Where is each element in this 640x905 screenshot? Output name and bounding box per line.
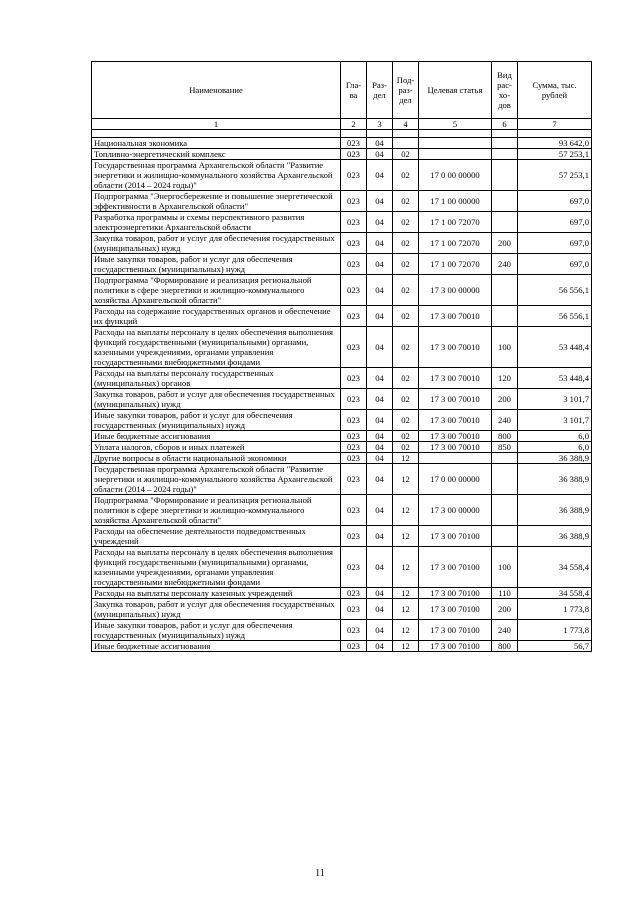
row-glava: 023 xyxy=(341,442,367,453)
row-sum: 36 388,9 xyxy=(518,495,592,526)
row-name: Разработка программы и схемы перспективного развития электроэнергетики Архангельской области xyxy=(92,212,341,233)
row-sum: 697,0 xyxy=(518,254,592,275)
row-glava: 023 xyxy=(341,453,367,464)
row-expense-type: 800 xyxy=(492,431,518,442)
row-target-article: 17 3 00 70100 xyxy=(419,547,492,588)
row-expense-type xyxy=(492,191,518,212)
blank-cell xyxy=(341,130,367,138)
row-podrazdel: 02 xyxy=(393,160,419,191)
row-podrazdel: 02 xyxy=(393,212,419,233)
row-target-article: 17 1 00 72070 xyxy=(419,254,492,275)
row-name: Подпрограмма "Формирование и реализация региональной политики в сфере энергетики и жилищно-коммунального хозяйства Архангельской области" xyxy=(92,275,341,306)
blank-cell xyxy=(518,130,592,138)
table-row xyxy=(92,254,592,275)
table-row xyxy=(92,526,592,547)
row-razdel: 04 xyxy=(367,138,393,149)
row-glava: 023 xyxy=(341,410,367,431)
row-target-article xyxy=(419,453,492,464)
row-razdel: 04 xyxy=(367,254,393,275)
table-row xyxy=(92,599,592,620)
row-name: Другие вопросы в области национальной экономики xyxy=(92,453,341,464)
row-razdel: 04 xyxy=(367,641,393,652)
row-razdel: 04 xyxy=(367,495,393,526)
row-podrazdel: 12 xyxy=(393,641,419,652)
table-row xyxy=(92,191,592,212)
row-target-article: 17 1 00 00000 xyxy=(419,191,492,212)
row-sum: 697,0 xyxy=(518,191,592,212)
page-number: 11 xyxy=(315,868,325,879)
row-podrazdel: 12 xyxy=(393,620,419,641)
row-target-article: 17 0 00 00000 xyxy=(419,464,492,495)
row-glava: 023 xyxy=(341,620,367,641)
column-number: 1 xyxy=(92,119,341,130)
row-target-article: 17 3 00 00000 xyxy=(419,495,492,526)
blank-cell xyxy=(492,130,518,138)
table-row xyxy=(92,453,592,464)
row-sum: 1 773,8 xyxy=(518,599,592,620)
row-target-article: 17 3 00 70100 xyxy=(419,620,492,641)
header-vid: Вид рас-хо-дов xyxy=(492,62,518,119)
table-row xyxy=(92,275,592,306)
row-sum: 34 558,4 xyxy=(518,588,592,599)
row-podrazdel: 02 xyxy=(393,275,419,306)
table-row xyxy=(92,620,592,641)
header-sum: Сумма, тыс. рублей xyxy=(518,62,592,119)
row-glava: 023 xyxy=(341,526,367,547)
row-expense-type: 200 xyxy=(492,389,518,410)
header-name: Наименование xyxy=(92,62,341,119)
column-number: 5 xyxy=(419,119,492,130)
row-podrazdel: 02 xyxy=(393,327,419,368)
row-name: Расходы на выплаты персоналу казенных учреждений xyxy=(92,588,341,599)
row-razdel: 04 xyxy=(367,410,393,431)
column-number: 4 xyxy=(393,119,419,130)
row-sum: 34 558,4 xyxy=(518,547,592,588)
row-glava: 023 xyxy=(341,233,367,254)
row-glava: 023 xyxy=(341,160,367,191)
row-podrazdel: 02 xyxy=(393,191,419,212)
row-sum: 1 773,8 xyxy=(518,620,592,641)
header-row xyxy=(92,62,592,119)
row-name: Закупка товаров, работ и услуг для обеспечения государственных (муниципальных) нужд xyxy=(92,389,341,410)
row-target-article: 17 3 00 70010 xyxy=(419,410,492,431)
row-expense-type xyxy=(492,464,518,495)
table-row xyxy=(92,368,592,389)
row-sum: 93 642,0 xyxy=(518,138,592,149)
row-sum: 56 556,1 xyxy=(518,306,592,327)
row-name: Закупка товаров, работ и услуг для обеспечения государственных (муниципальных) нужд xyxy=(92,599,341,620)
row-name: Национальная экономика xyxy=(92,138,341,149)
row-sum: 697,0 xyxy=(518,212,592,233)
row-glava: 023 xyxy=(341,254,367,275)
row-target-article: 17 3 00 70010 xyxy=(419,306,492,327)
row-target-article: 17 3 00 70010 xyxy=(419,389,492,410)
row-glava: 023 xyxy=(341,641,367,652)
row-glava: 023 xyxy=(341,138,367,149)
table-row xyxy=(92,212,592,233)
column-number: 3 xyxy=(367,119,393,130)
row-podrazdel xyxy=(393,138,419,149)
row-razdel: 04 xyxy=(367,526,393,547)
row-razdel: 04 xyxy=(367,464,393,495)
row-razdel: 04 xyxy=(367,160,393,191)
column-number: 6 xyxy=(492,119,518,130)
row-razdel: 04 xyxy=(367,233,393,254)
row-podrazdel: 12 xyxy=(393,526,419,547)
row-razdel: 04 xyxy=(367,275,393,306)
row-sum: 57 253,1 xyxy=(518,160,592,191)
row-sum: 3 101,7 xyxy=(518,410,592,431)
row-podrazdel: 02 xyxy=(393,306,419,327)
row-razdel: 04 xyxy=(367,599,393,620)
row-target-article: 17 3 00 70100 xyxy=(419,641,492,652)
row-name: Топливно-энергетический комплекс xyxy=(92,149,341,160)
row-sum: 56,7 xyxy=(518,641,592,652)
row-name: Иные закупки товаров, работ и услуг для обеспечения государственных (муниципальных) нужд xyxy=(92,410,341,431)
row-razdel: 04 xyxy=(367,620,393,641)
row-name: Уплата налогов, сборов и иных платежей xyxy=(92,442,341,453)
row-sum: 6,0 xyxy=(518,431,592,442)
row-podrazdel: 12 xyxy=(393,464,419,495)
row-expense-type: 200 xyxy=(492,599,518,620)
row-glava: 023 xyxy=(341,599,367,620)
header-glava: Гла-ва xyxy=(341,62,367,119)
table-row xyxy=(92,327,592,368)
row-target-article: 17 3 00 70010 xyxy=(419,327,492,368)
table-row xyxy=(92,588,592,599)
row-target-article: 17 1 00 72070 xyxy=(419,233,492,254)
blank-row xyxy=(92,130,592,138)
row-razdel: 04 xyxy=(367,442,393,453)
row-name: Подпрограмма "Формирование и реализация региональной политики в сфере энергетики и жилищно-коммунального хозяйства Архангельской области" xyxy=(92,495,341,526)
row-podrazdel: 12 xyxy=(393,588,419,599)
row-name: Подпрограмма "Энергосбережение и повышение энергетической эффективности в Архангельской области" xyxy=(92,191,341,212)
column-number: 7 xyxy=(518,119,592,130)
row-podrazdel: 02 xyxy=(393,254,419,275)
row-glava: 023 xyxy=(341,464,367,495)
row-glava: 023 xyxy=(341,547,367,588)
blank-cell xyxy=(367,130,393,138)
row-name: Государственная программа Архангельской области "Развитие энергетики и жилищно-коммунального хозяйства Архангельской области (2014 – 2024 годы)" xyxy=(92,160,341,191)
row-razdel: 04 xyxy=(367,453,393,464)
row-podrazdel: 02 xyxy=(393,149,419,160)
row-expense-type: 200 xyxy=(492,233,518,254)
row-target-article: 17 3 00 00000 xyxy=(419,275,492,306)
row-name: Расходы на выплаты персоналу в целях обеспечения выполнения функций государственными (муниципальными) органами, казенными учреждениями, органами управления государственными внебюджетными фондами xyxy=(92,327,341,368)
row-razdel: 04 xyxy=(367,327,393,368)
row-target-article: 17 1 00 72070 xyxy=(419,212,492,233)
row-podrazdel: 02 xyxy=(393,410,419,431)
row-glava: 023 xyxy=(341,588,367,599)
row-expense-type xyxy=(492,160,518,191)
row-name: Иные бюджетные ассигнования xyxy=(92,641,341,652)
row-expense-type: 110 xyxy=(492,588,518,599)
row-glava: 023 xyxy=(341,149,367,160)
table-row xyxy=(92,160,592,191)
row-target-article: 17 3 00 70100 xyxy=(419,599,492,620)
table-row xyxy=(92,149,592,160)
table-row xyxy=(92,641,592,652)
row-target-article: 17 3 00 70010 xyxy=(419,431,492,442)
row-expense-type xyxy=(492,453,518,464)
row-razdel: 04 xyxy=(367,212,393,233)
row-expense-type xyxy=(492,306,518,327)
header-podrazdel: Под-раз-дел xyxy=(393,62,419,119)
row-name: Закупка товаров, работ и услуг для обеспечения государственных (муниципальных) нужд xyxy=(92,233,341,254)
row-glava: 023 xyxy=(341,389,367,410)
row-razdel: 04 xyxy=(367,431,393,442)
table-row xyxy=(92,547,592,588)
blank-cell xyxy=(393,130,419,138)
header-razdel: Раз-дел xyxy=(367,62,393,119)
row-expense-type xyxy=(492,149,518,160)
blank-cell xyxy=(92,130,341,138)
row-target-article: 17 3 00 70010 xyxy=(419,442,492,453)
row-glava: 023 xyxy=(341,212,367,233)
row-razdel: 04 xyxy=(367,547,393,588)
row-name: Расходы на выплаты персоналу государственных (муниципальных) органов xyxy=(92,368,341,389)
row-glava: 023 xyxy=(341,275,367,306)
table-row xyxy=(92,410,592,431)
row-podrazdel: 02 xyxy=(393,442,419,453)
table-row xyxy=(92,431,592,442)
row-expense-type: 100 xyxy=(492,327,518,368)
row-sum: 36 388,9 xyxy=(518,526,592,547)
budget-table xyxy=(91,61,592,652)
row-target-article: 17 3 00 70100 xyxy=(419,588,492,599)
row-name: Иные бюджетные ассигнования xyxy=(92,431,341,442)
row-name: Иные закупки товаров, работ и услуг для обеспечения государственных (муниципальных) нужд xyxy=(92,254,341,275)
row-podrazdel: 12 xyxy=(393,495,419,526)
row-sum: 53 448,4 xyxy=(518,368,592,389)
table-row xyxy=(92,138,592,149)
row-sum: 57 253,1 xyxy=(518,149,592,160)
column-number: 2 xyxy=(341,119,367,130)
row-razdel: 04 xyxy=(367,588,393,599)
row-name: Расходы на обеспечение деятельности подведомственных учреждений xyxy=(92,526,341,547)
row-sum: 3 101,7 xyxy=(518,389,592,410)
row-sum: 36 388,9 xyxy=(518,453,592,464)
row-glava: 023 xyxy=(341,368,367,389)
table-row xyxy=(92,442,592,453)
row-podrazdel: 02 xyxy=(393,389,419,410)
row-razdel: 04 xyxy=(367,149,393,160)
table-row xyxy=(92,464,592,495)
row-expense-type xyxy=(492,495,518,526)
row-podrazdel: 02 xyxy=(393,233,419,254)
row-razdel: 04 xyxy=(367,389,393,410)
row-podrazdel: 12 xyxy=(393,599,419,620)
row-podrazdel: 12 xyxy=(393,453,419,464)
header-target: Целевая статья xyxy=(419,62,492,119)
row-expense-type: 120 xyxy=(492,368,518,389)
row-expense-type: 240 xyxy=(492,254,518,275)
row-glava: 023 xyxy=(341,495,367,526)
row-podrazdel: 02 xyxy=(393,431,419,442)
row-name: Иные закупки товаров, работ и услуг для обеспечения государственных (муниципальных) нужд xyxy=(92,620,341,641)
row-expense-type xyxy=(492,275,518,306)
row-expense-type xyxy=(492,212,518,233)
row-target-article: 17 3 00 70100 xyxy=(419,526,492,547)
table-row xyxy=(92,233,592,254)
row-target-article xyxy=(419,149,492,160)
table-row xyxy=(92,389,592,410)
row-glava: 023 xyxy=(341,431,367,442)
row-expense-type xyxy=(492,526,518,547)
row-podrazdel: 02 xyxy=(393,368,419,389)
row-sum: 6,0 xyxy=(518,442,592,453)
row-target-article: 17 0 00 00000 xyxy=(419,160,492,191)
row-expense-type: 100 xyxy=(492,547,518,588)
table-row xyxy=(92,306,592,327)
row-expense-type xyxy=(492,138,518,149)
row-glava: 023 xyxy=(341,327,367,368)
row-sum: 36 388,9 xyxy=(518,464,592,495)
row-sum: 697,0 xyxy=(518,233,592,254)
row-target-article: 17 3 00 70010 xyxy=(419,368,492,389)
row-sum: 56 556,1 xyxy=(518,275,592,306)
row-expense-type: 800 xyxy=(492,641,518,652)
row-expense-type: 850 xyxy=(492,442,518,453)
row-target-article xyxy=(419,138,492,149)
row-expense-type: 240 xyxy=(492,620,518,641)
row-glava: 023 xyxy=(341,306,367,327)
row-razdel: 04 xyxy=(367,368,393,389)
row-glava: 023 xyxy=(341,191,367,212)
row-podrazdel: 12 xyxy=(393,547,419,588)
blank-cell xyxy=(419,130,492,138)
row-sum: 53 448,4 xyxy=(518,327,592,368)
row-expense-type: 240 xyxy=(492,410,518,431)
table-row xyxy=(92,495,592,526)
column-number-row xyxy=(92,119,592,130)
row-razdel: 04 xyxy=(367,306,393,327)
table-body xyxy=(92,138,592,652)
row-name: Государственная программа Архангельской области "Развитие энергетики и жилищно-коммунального хозяйства Архангельской области (2014 – 2024 годы)" xyxy=(92,464,341,495)
row-name: Расходы на выплаты персоналу в целях обеспечения выполнения функций государственными (муниципальными) органами, казенными учреждениями, органами управления государственными внебюджетными фондами xyxy=(92,547,341,588)
row-razdel: 04 xyxy=(367,191,393,212)
row-name: Расходы на содержание государственных органов и обеспечение их функций xyxy=(92,306,341,327)
